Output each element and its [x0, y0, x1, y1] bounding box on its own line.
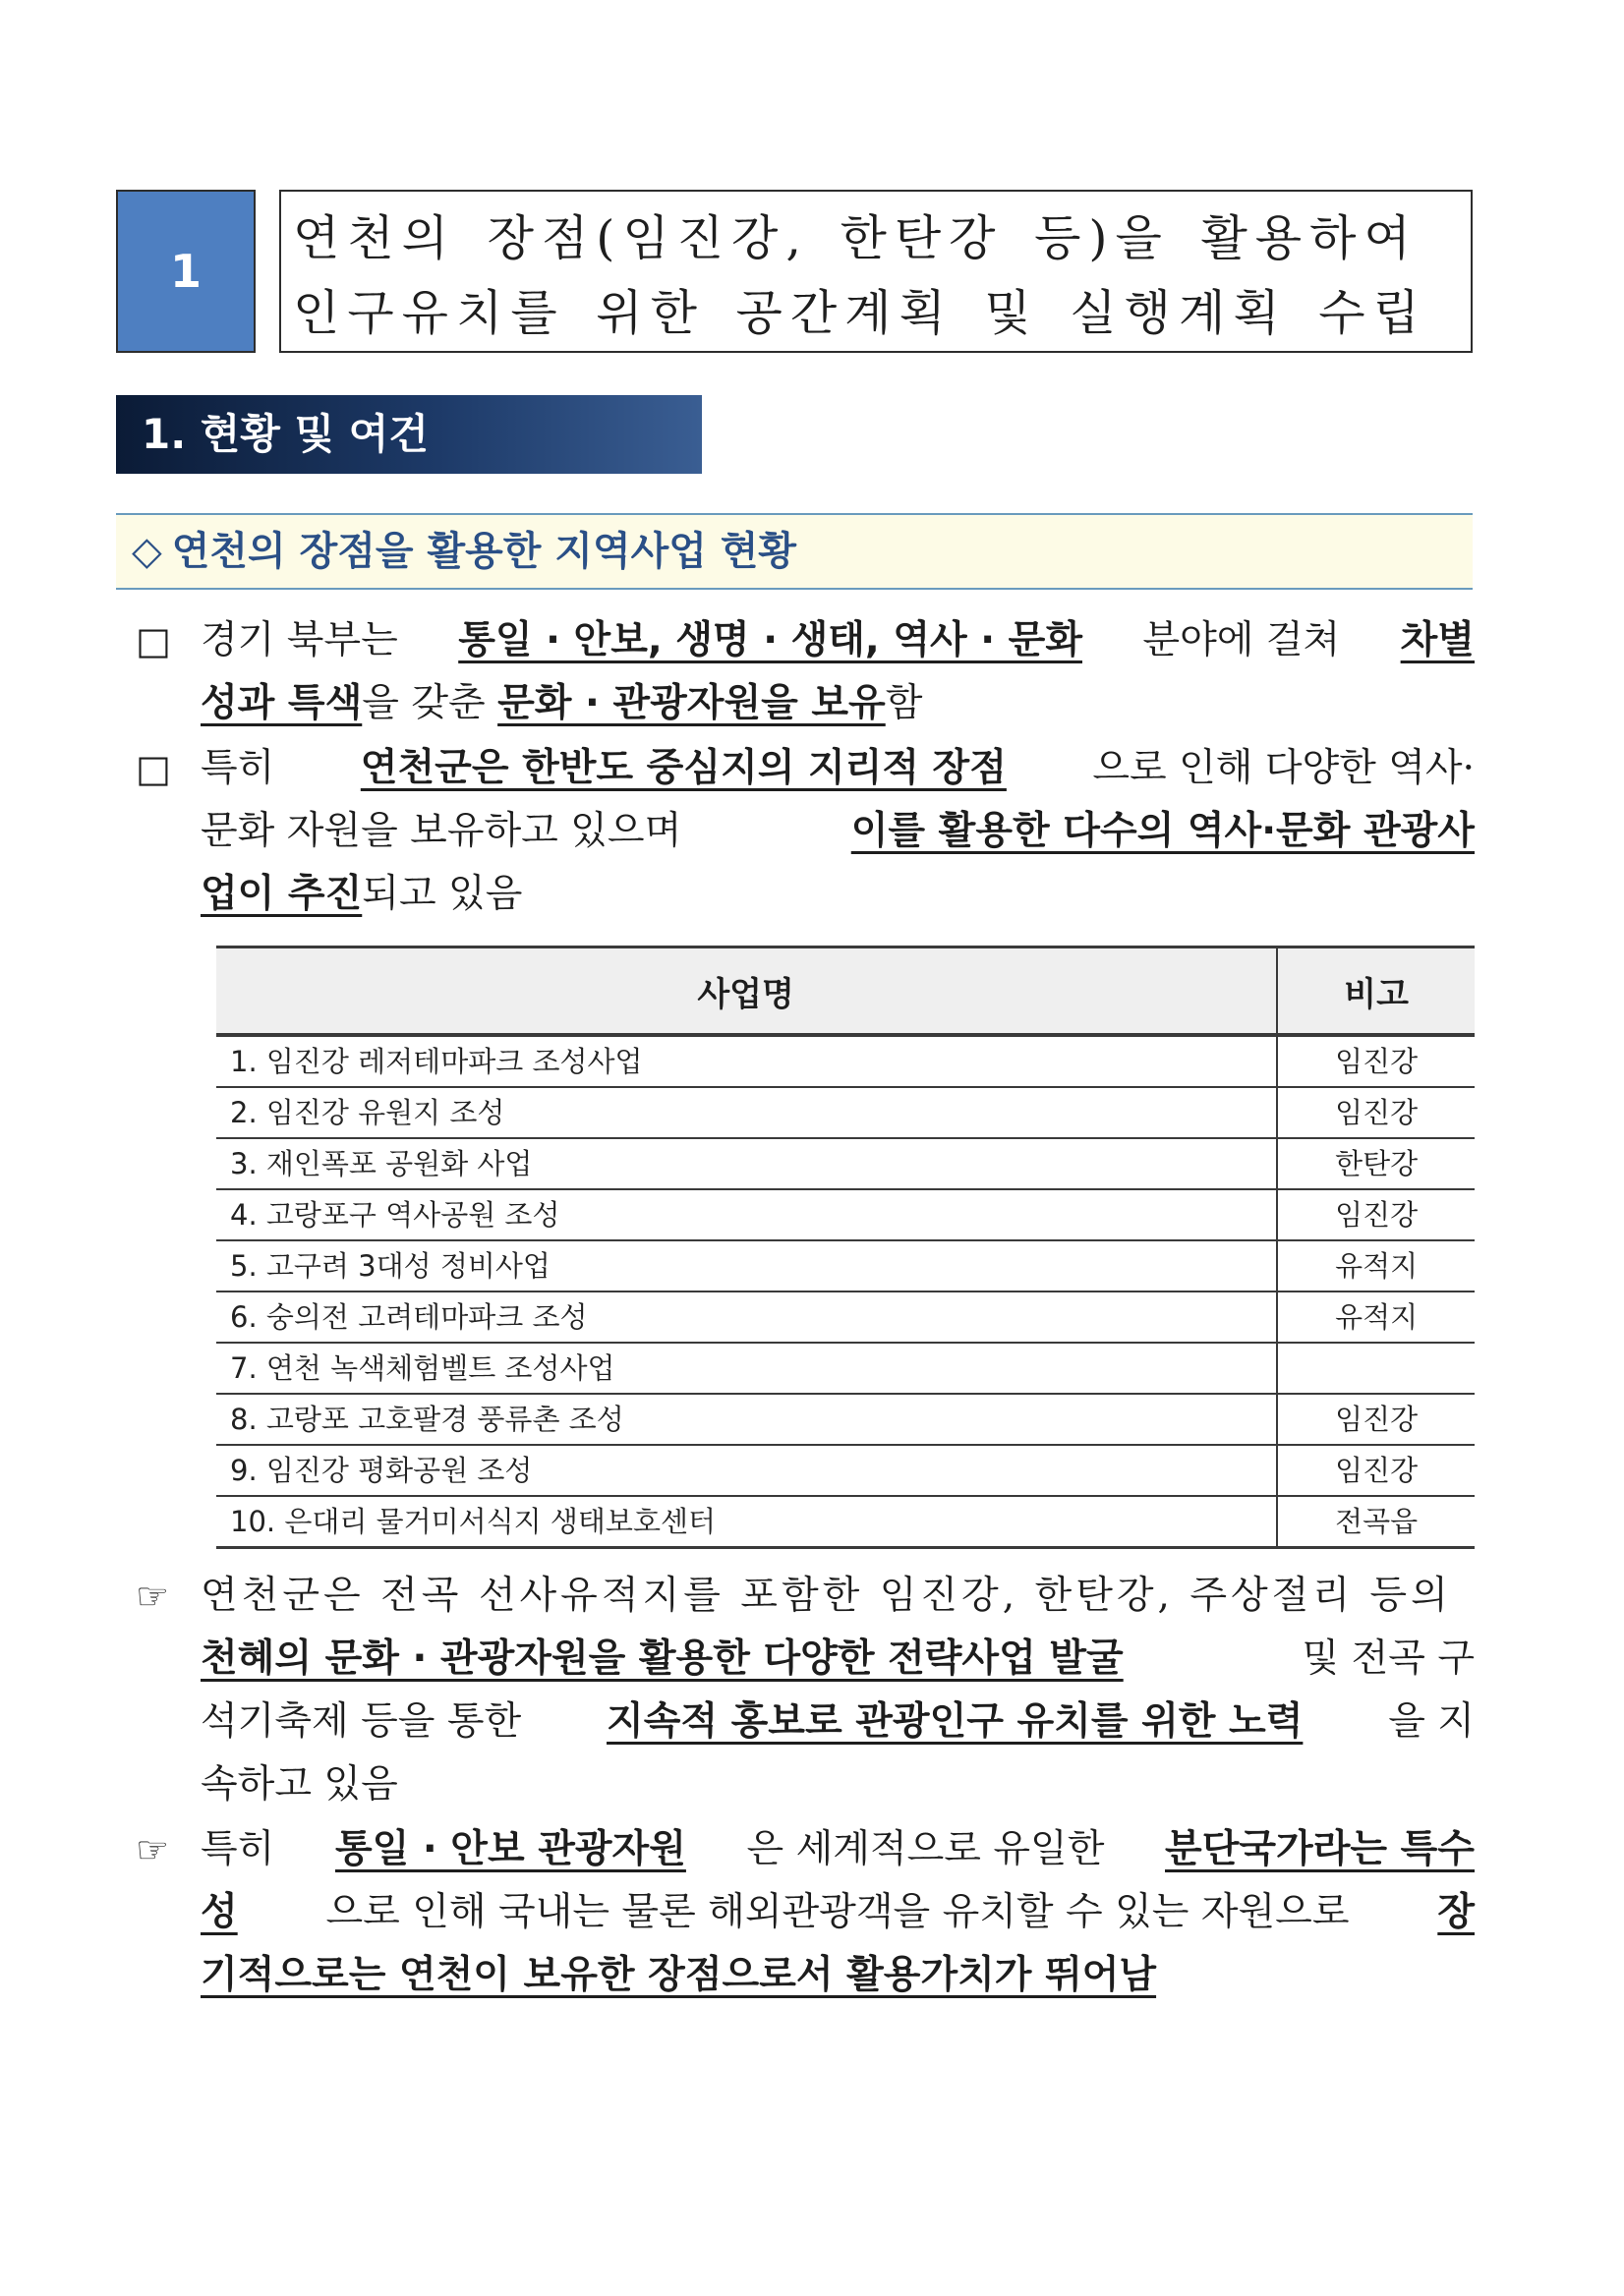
- p3-emphasis: 지속적 홍보로 관광인구 유치를 위한 노력: [607, 1699, 1304, 1744]
- table-row: [216, 1138, 1475, 1189]
- subheading-text: 연천의 장점을 활용한 지역사업 현황: [171, 529, 797, 574]
- p3-text: 속하고 있음: [201, 1762, 398, 1807]
- p1-text: 경기 북부는: [201, 618, 398, 662]
- project-name-cell: 8. 고랑포 고호팔경 풍류촌 조성: [216, 1394, 1277, 1445]
- subheading: [116, 513, 1473, 590]
- paragraph-4: [136, 1818, 1475, 2007]
- p2-text: 문화 자원을 보유하고 있으며: [201, 809, 682, 853]
- p1-emphasis: 문화 · 관광자원을 보유: [497, 681, 886, 725]
- p4-emphasis: 통일 · 안보 관광자원: [334, 1827, 686, 1871]
- note-cell: [1277, 1343, 1475, 1394]
- project-name-cell: 6. 숭의전 고려테마파크 조성: [216, 1292, 1277, 1343]
- note-cell: 전곡읍: [1277, 1496, 1475, 1548]
- project-name-cell: 1. 임진강 레저테마파크 조성사업: [216, 1035, 1277, 1087]
- table-row: [216, 1292, 1475, 1343]
- column-header-note: 비고: [1277, 947, 1475, 1036]
- p2-text: 특히: [201, 746, 275, 790]
- table-row: [216, 1343, 1475, 1394]
- table-row: [216, 1445, 1475, 1496]
- pointing-hand-icon: ☞: [136, 1575, 170, 1618]
- p1-text: 함: [885, 681, 923, 725]
- table-row: [216, 1035, 1475, 1087]
- p1-emphasis: 통일 · 안보, 생명 · 생태, 역사 · 문화: [458, 618, 1082, 662]
- chapter-title-line1: 연천의 장점(임진강, 한탄강 등)을 활용하여: [293, 210, 1419, 266]
- project-name-cell: 5. 고구려 3대성 정비사업: [216, 1240, 1277, 1292]
- p4-emphasis: 기적으로는 연천이 보유한 장점으로서 활용가치가 뛰어남: [201, 1953, 1157, 1997]
- section-heading: 1. 현황 및 여건: [116, 395, 702, 474]
- note-cell: 임진강: [1277, 1445, 1475, 1496]
- p3-text: 및 전곡 구: [1302, 1636, 1475, 1681]
- project-name-cell: 9. 임진강 평화공원 조성: [216, 1445, 1277, 1496]
- p4-emphasis: 성: [201, 1890, 238, 1934]
- column-header-project: 사업명: [216, 947, 1277, 1036]
- chapter-number: 1: [116, 190, 256, 353]
- p2-emphasis: 연천군은 한반도 중심지의 지리적 장점: [360, 746, 1007, 790]
- p2-emphasis: 이를 활용한 다수의 역사·문화 관광사: [850, 809, 1475, 853]
- note-cell: 한탄강: [1277, 1138, 1475, 1189]
- project-table: [216, 946, 1475, 1549]
- p2-text: 으로 인해 다양한 역사·: [1092, 746, 1475, 790]
- p3-text: 석기축제 등을 통한: [201, 1699, 522, 1744]
- checkbox-bullet-icon: □: [136, 747, 171, 790]
- p4-text: 특히: [201, 1827, 275, 1871]
- p1-text: 을 갖춘: [362, 681, 498, 725]
- p4-emphasis: 분단국가라는 특수: [1165, 1827, 1475, 1871]
- checkbox-bullet-icon: □: [136, 619, 171, 662]
- table-row: [216, 1394, 1475, 1445]
- p2-emphasis: 업이 추진: [201, 872, 363, 916]
- note-cell: 임진강: [1277, 1394, 1475, 1445]
- table-header-row: [216, 947, 1475, 1036]
- note-cell: 임진강: [1277, 1035, 1475, 1087]
- table-row: [216, 1496, 1475, 1548]
- p3-text: 연천군은 전곡 선사유적지를 포함한 임진강, 한탄강, 주상절리 등의: [201, 1574, 1452, 1618]
- project-name-cell: 7. 연천 녹색체험벨트 조성사업: [216, 1343, 1277, 1394]
- chapter-title-line2: 인구유치를 위한 공간계획 및 실행계획 수립: [293, 285, 1427, 341]
- paragraph-1: [136, 609, 1475, 735]
- chapter-title: [279, 190, 1473, 353]
- paragraph-3: [136, 1565, 1475, 1816]
- p4-text: 은 세계적으로 유일한: [746, 1827, 1105, 1871]
- project-name-cell: 4. 고랑포구 역사공원 조성: [216, 1189, 1277, 1240]
- p1-emphasis: 차별: [1400, 618, 1475, 662]
- p3-text: 을 지: [1388, 1699, 1475, 1744]
- paragraph-2: [136, 737, 1475, 926]
- p4-emphasis: 장: [1437, 1890, 1475, 1934]
- p4-text: 으로 인해 국내는 물론 해외관광객을 유치할 수 있는 자원으로: [325, 1890, 1350, 1934]
- p1-text: 분야에 걸쳐: [1142, 618, 1341, 662]
- note-cell: 유적지: [1277, 1292, 1475, 1343]
- pointing-hand-icon: ☞: [136, 1828, 170, 1871]
- p1-emphasis: 성과 특색: [201, 681, 363, 725]
- note-cell: 임진강: [1277, 1189, 1475, 1240]
- project-name-cell: 10. 은대리 물거미서식지 생태보호센터: [216, 1496, 1277, 1548]
- table-row: [216, 1087, 1475, 1138]
- note-cell: 유적지: [1277, 1240, 1475, 1292]
- note-cell: 임진강: [1277, 1087, 1475, 1138]
- p2-text: 되고 있음: [362, 872, 523, 916]
- diamond-icon: ◇: [132, 529, 162, 574]
- table-row: [216, 1240, 1475, 1292]
- project-name-cell: 3. 재인폭포 공원화 사업: [216, 1138, 1277, 1189]
- project-name-cell: 2. 임진강 유원지 조성: [216, 1087, 1277, 1138]
- p3-emphasis: 천혜의 문화 · 관광자원을 활용한 다양한 전략사업 발굴: [201, 1636, 1124, 1681]
- table-row: [216, 1189, 1475, 1240]
